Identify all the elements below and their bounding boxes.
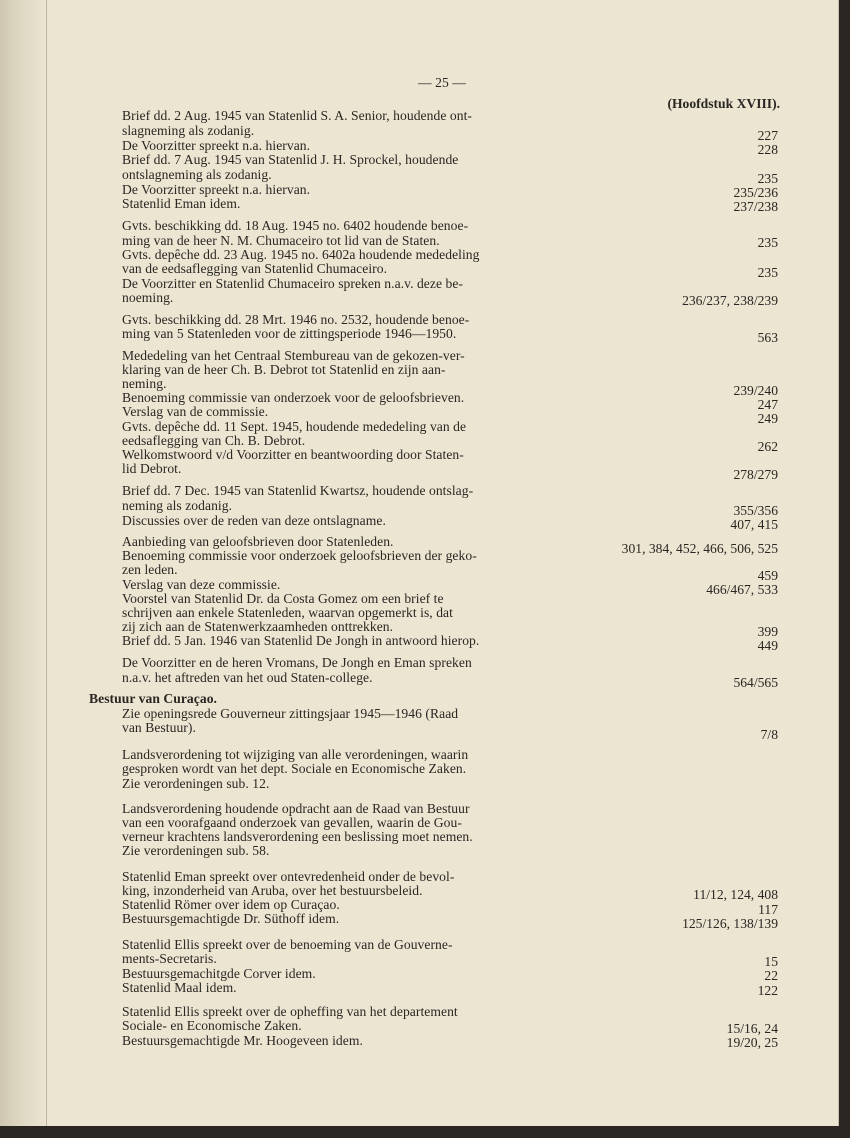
text-line: De Voorzitter spreekt n.a. hiervan. — [122, 182, 311, 197]
text-line: ming van 5 Statenleden voor de zittingsperiode 1946—1950. — [122, 326, 457, 341]
text-line: Gvts. beschikking dd. 18 Aug. 1945 no. 6402 houdende benoe- — [122, 218, 469, 233]
page-reference: 235/236 — [733, 185, 778, 200]
text-line: De Voorzitter en Statenlid Chumaceiro spreken n.a.v. deze be- — [122, 276, 464, 291]
text-line: ments-Secretaris. — [122, 951, 217, 966]
page-reference: 564/565 — [733, 675, 778, 690]
text-line: Zie openingsrede Gouverneur zittingsjaar 1945—1946 (Raad — [122, 706, 459, 721]
text-line: Gvts. depêche dd. 11 Sept. 1945, houdende mededeling van de — [122, 419, 467, 434]
page-reference: 228 — [757, 142, 778, 157]
text-line: noeming. — [122, 290, 174, 305]
page-reference: 7/8 — [760, 727, 778, 742]
text-line: king, inzonderheid van Aruba, over het bestuursbeleid. — [122, 883, 423, 898]
page-reference: 459 — [757, 568, 778, 583]
text-line: Sociale- en Economische Zaken. — [122, 1018, 302, 1033]
page-reference: 262 — [757, 439, 778, 454]
page-reference: 355/356 — [733, 503, 778, 518]
text-line: Bestuursgemachtigde Mr. Hoogeveen idem. — [122, 1033, 363, 1048]
text-line: eedsaflegging van Ch. B. Debrot. — [122, 433, 306, 448]
page-reference: 15/16, 24 — [726, 1021, 778, 1036]
text-line: Benoeming commissie van onderzoek voor de geloofsbrieven. — [122, 390, 465, 405]
page-reference: 117 — [758, 902, 778, 917]
text-line: neming. — [122, 376, 167, 391]
page-reference: 227 — [757, 128, 778, 143]
text-line: schrijven aan enkele Statenleden, waarvan opgemerkt is, dat — [122, 605, 453, 620]
text-line: klaring van de heer Ch. B. Debrot tot Statenlid en zijn aan- — [122, 362, 446, 377]
text-line: lid Debrot. — [122, 461, 182, 476]
page-reference: 15 — [764, 954, 778, 969]
page-number: — 25 — — [418, 75, 466, 90]
text-line: Statenlid Ellis spreekt over de benoeming van de Gouverne- — [122, 937, 453, 952]
page-reference: 235 — [757, 171, 778, 186]
text-line: Zie verordeningen sub. 58. — [122, 843, 270, 858]
text-line: Aanbieding van geloofsbrieven door Statenleden. — [122, 534, 394, 549]
text-line: van de eedsaflegging van Statenlid Chumaceiro. — [122, 261, 388, 276]
text-line: Gvts. beschikking dd. 28 Mrt. 1946 no. 2532, houdende benoe- — [122, 312, 470, 327]
text-line: Statenlid Maal idem. — [122, 980, 237, 995]
page-reference: 11/12, 124, 408 — [693, 887, 778, 902]
text-line: Landsverordening houdende opdracht aan de Raad van Bestuur — [122, 801, 470, 816]
text-line: Bestuursgemachtigde Dr. Süthoff idem. — [122, 911, 340, 926]
page-reference: 449 — [757, 638, 778, 653]
page-reference: 399 — [757, 624, 778, 639]
text-line: Verslag van deze commissie. — [122, 577, 281, 592]
page-reference: 125/126, 138/139 — [682, 916, 778, 931]
text-line: Brief dd. 7 Aug. 1945 van Statenlid J. H. Sprockel, houdende — [122, 152, 459, 167]
text-line: n.a.v. het aftreden van het oud Staten-college. — [122, 670, 373, 685]
text-line: Benoeming commissie voor onderzoek geloofsbrieven der geko- — [122, 548, 477, 563]
page-reference: 239/240 — [733, 383, 778, 398]
text-line: De Voorzitter en de heren Vromans, De Jongh en Eman spreken — [122, 655, 472, 670]
text-line: Statenlid Ellis spreekt over de opheffing van het departement — [122, 1004, 458, 1019]
page-reference: 563 — [757, 330, 778, 345]
text-line: ming van de heer N. M. Chumaceiro tot lid van de Staten. — [122, 233, 440, 248]
page-reference: 301, 384, 452, 466, 506, 525 — [621, 541, 778, 556]
page-reference: 235 — [757, 235, 778, 250]
page-reference: 237/238 — [733, 199, 778, 214]
text-line: Welkomstwoord v/d Voorzitter en beantwoording door Staten- — [122, 447, 464, 462]
page-reference: 122 — [757, 983, 778, 998]
page-reference: 466/467, 533 — [706, 582, 778, 597]
text-line: gesproken wordt van het dept. Sociale en Economische Zaken. — [122, 761, 467, 776]
text-line: Gvts. depêche dd. 23 Aug. 1945 no. 6402a houdende mededeling — [122, 247, 480, 262]
text-line: Statenlid Römer over idem op Curaçao. — [122, 897, 340, 912]
page-reference: 249 — [757, 411, 778, 426]
text-line: ontslagneming als zodanig. — [122, 167, 272, 182]
text-line: Statenlid Eman idem. — [122, 196, 241, 211]
text-line: Mededeling van het Centraal Stembureau van de gekozen-ver- — [122, 348, 465, 363]
text-line: Brief dd. 7 Dec. 1945 van Statenlid Kwartsz, houdende ontslag- — [122, 483, 474, 498]
text-line: Brief dd. 5 Jan. 1946 van Statenlid De Jongh in antwoord hierop. — [122, 633, 480, 648]
text-line: Discussies over de reden van deze ontslagname. — [122, 513, 386, 528]
text-line: Zie verordeningen sub. 12. — [122, 776, 270, 791]
page-reference: 247 — [757, 397, 778, 412]
text-line: Voorstel van Statenlid Dr. da Costa Gomez om een brief te — [122, 591, 444, 606]
text-line: van een voorafgaand onderzoek van gevallen, waarin de Gou- — [122, 815, 462, 830]
chapter-label: (Hoofdstuk XVIII). — [667, 96, 780, 111]
text-line: Statenlid Eman spreekt over ontevredenheid onder de bevol- — [122, 869, 455, 884]
text-line: neming als zodanig. — [122, 498, 233, 513]
text-line: Verslag van de commissie. — [122, 404, 269, 419]
page-reference: 22 — [764, 968, 778, 983]
text-line: Landsverordening tot wijziging van alle verordeningen, waarin — [122, 747, 469, 762]
binding-fold — [0, 0, 47, 1126]
page-reference: 278/279 — [733, 467, 778, 482]
section-heading: Bestuur van Curaçao. — [89, 691, 218, 706]
scan-background — [0, 1126, 850, 1138]
page-reference: 19/20, 25 — [726, 1035, 778, 1050]
page-reference: 407, 415 — [730, 517, 778, 532]
text-line: verneur krachtens landsverordening een beslissing moet nemen. — [122, 829, 473, 844]
text-line: De Voorzitter spreekt n.a. hiervan. — [122, 138, 311, 153]
text-line: slagneming als zodanig. — [122, 123, 255, 138]
text-line: zen leden. — [122, 562, 178, 577]
text-line: zij zich aan de Statenwerkzaamheden onttrekken. — [122, 619, 394, 634]
text-line: van Bestuur). — [122, 720, 196, 735]
page-reference: 236/237, 238/239 — [682, 293, 778, 308]
text-line: Brief dd. 2 Aug. 1945 van Statenlid S. A. Senior, houdende ont- — [122, 108, 472, 123]
page-reference: 235 — [757, 265, 778, 280]
text-line: Bestuursgemachitgde Corver idem. — [122, 966, 316, 981]
